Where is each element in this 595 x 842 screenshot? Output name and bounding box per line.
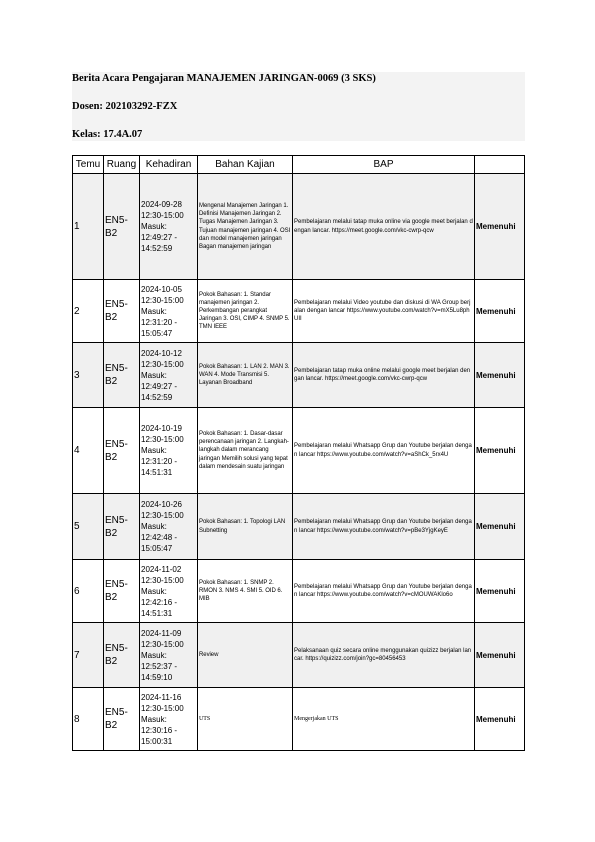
column-header-meeting: Temu (73, 156, 104, 174)
bap-cell: Pembelajaran melalui Whatsapp Grup dan Youtube berjalan dengan lancar https://www.youtube.com/watch?v=cMOUWAKlo6o (293, 560, 475, 623)
room-cell: EN5-B2 (104, 174, 140, 280)
meeting-number: 4 (73, 408, 104, 494)
status-cell: Memenuhi (475, 688, 525, 751)
topic-cell: Mengenal Manajemen Jaringan 1. Definisi Manajemen Jaringan 2. Tugas Manajemen Jaringan 3. Tujuan manajemen jaringan 4. OSI dan model manajemen jaringan Bagan manajemen jaringan (198, 174, 293, 280)
meeting-number: 7 (73, 623, 104, 688)
bap-cell: Pembelajaran melalui Video youtube dan diskusi di WA Group berjalan dengan lancar https://www.youtube.com/watch?v=mX5Lu8phUII (293, 280, 475, 343)
column-header-room: Ruang (104, 156, 140, 174)
topic-cell: Pokok Bahasan: 1. Topologi LAN Subnetting (198, 494, 293, 560)
meeting-number: 1 (73, 174, 104, 280)
bap-cell: Pembelajaran melalui Whatsapp Grup dan Youtube berjalan dengan lancar https://www.youtube.com/watch?v=pBe3YjgKeyE (293, 494, 475, 560)
meeting-number: 2 (73, 280, 104, 343)
attendance-cell: 2024-11-16 12:30-15:00 Masuk: 12:30:16 - 15:00:31 (140, 688, 198, 751)
column-header-bap: BAP (293, 156, 475, 174)
status-cell: Memenuhi (475, 280, 525, 343)
attendance-cell: 2024-11-02 12:30-15:00 Masuk: 12:42:16 - 14:51:31 (140, 560, 198, 623)
room-cell: EN5-B2 (104, 688, 140, 751)
attendance-cell: 2024-09-28 12:30-15:00 Masuk: 12:49:27 - 14:52:59 (140, 174, 198, 280)
topic-cell: Pokok Bahasan: 1. Standar manajemen jaringan 2. Perkembangan perangkat Jaringan 3. OSI, CIMP 4. SNMP 5. TMN IEEE (198, 280, 293, 343)
bap-cell: Mengerjakan UTS (293, 688, 475, 751)
room-cell: EN5-B2 (104, 494, 140, 560)
table-row (73, 623, 525, 688)
bap-cell: Pembelajaran tatap muka online melalui google meet berjalan dengan lancar. https://meet.google.com/vkc-cwrp-qcw (293, 343, 475, 408)
meeting-number: 6 (73, 560, 104, 623)
status-cell: Memenuhi (475, 174, 525, 280)
bap-cell: Pembelajaran melalui Whatsapp Grup dan Youtube berjalan dengan lancar https://www.youtube.com/watch?v=aShCk_5rx4U (293, 408, 475, 494)
topic-cell: Review (198, 623, 293, 688)
attendance-cell: 2024-10-12 12:30-15:00 Masuk: 12:49:27 - 14:52:59 (140, 343, 198, 408)
class-id: Kelas: 17.4A.07 (72, 129, 143, 140)
table-row (73, 280, 525, 343)
topic-cell: Pokok Bahasan: 1. SNMP 2. RMON 3. NMS 4. SMI 5. OID 6. MIB (198, 560, 293, 623)
status-cell: Memenuhi (475, 408, 525, 494)
course-title: Berita Acara Pengajaran MANAJEMEN JARINGAN-0069 (3 SKS) (72, 73, 376, 84)
topic-cell: Pokok Bahasan: 1. Dasar-dasar perencanaan jaringan 2. Langkah-langkah dalam merancang jaringan Memilih solusi yang tepat dalam mendesain suatu jaringan (198, 408, 293, 494)
column-header-status (475, 156, 525, 174)
teaching-record-table (72, 155, 525, 751)
column-header-attendance: Kehadiran (140, 156, 198, 174)
table-header-row (73, 156, 525, 174)
bap-cell: Pelaksanaan quiz secara online menggunakan quizizz berjalan lancar. https://quizizz.com/join?gc=80456453 (293, 623, 475, 688)
room-cell: EN5-B2 (104, 408, 140, 494)
meeting-number: 3 (73, 343, 104, 408)
table-row (73, 560, 525, 623)
lecturer-id: Dosen: 202103292-FZX (72, 101, 178, 112)
attendance-cell: 2024-10-19 12:30-15:00 Masuk: 12:31:20 - 14:51:31 (140, 408, 198, 494)
room-cell: EN5-B2 (104, 343, 140, 408)
attendance-cell: 2024-10-26 12:30-15:00 Masuk: 12:42:48 - 15:05:47 (140, 494, 198, 560)
status-cell: Memenuhi (475, 343, 525, 408)
room-cell: EN5-B2 (104, 560, 140, 623)
attendance-cell: 2024-10-05 12:30-15:00 Masuk: 12:31:20 - 15:05:47 (140, 280, 198, 343)
topic-cell: UTS (198, 688, 293, 751)
table-row (73, 343, 525, 408)
bap-cell: Pembelajaran melalui tatap muka online via google meet berjalan dengan lancar. https://meet.google.com/vkc-cwrp-qcw (293, 174, 475, 280)
table-row (73, 408, 525, 494)
room-cell: EN5-B2 (104, 280, 140, 343)
status-cell: Memenuhi (475, 494, 525, 560)
column-header-topic: Bahan Kajian (198, 156, 293, 174)
table-row (73, 494, 525, 560)
table-row (73, 174, 525, 280)
status-cell: Memenuhi (475, 560, 525, 623)
attendance-cell: 2024-11-09 12:30-15:00 Masuk: 12:52:37 - 14:59:10 (140, 623, 198, 688)
status-cell: Memenuhi (475, 623, 525, 688)
topic-cell: Pokok Bahasan: 1. LAN 2. MAN 3. WAN 4. Mode Transmisi 5. Layanan Broadband (198, 343, 293, 408)
meeting-number: 8 (73, 688, 104, 751)
meeting-number: 5 (73, 494, 104, 560)
table-row (73, 688, 525, 751)
room-cell: EN5-B2 (104, 623, 140, 688)
